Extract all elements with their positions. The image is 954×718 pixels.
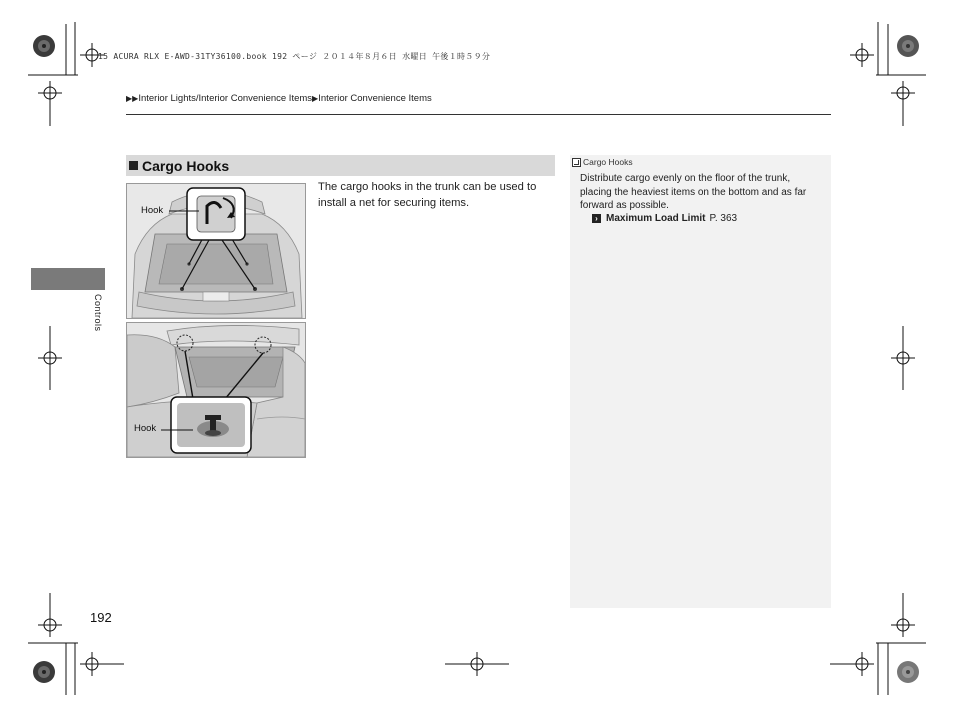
breadcrumb-item[interactable]: Interior Lights/Interior Convenience Items bbox=[138, 93, 313, 104]
chapter-tab-label: Controls bbox=[93, 294, 103, 332]
section-body: The cargo hooks in the trunk can be used to install a net for securing items. bbox=[318, 181, 537, 209]
breadcrumb-arrow-icon: ▶▶ bbox=[126, 94, 139, 103]
note-icon bbox=[572, 158, 581, 167]
trunk-hook-closeup-illustration bbox=[126, 322, 306, 458]
page-number: 192 bbox=[90, 610, 112, 625]
note-heading bbox=[572, 157, 633, 167]
reference-arrow-icon: › bbox=[592, 214, 601, 223]
chapter-tab[interactable] bbox=[31, 268, 105, 290]
breadcrumb-item[interactable]: Interior Convenience Items bbox=[318, 93, 432, 104]
cross-reference-link[interactable] bbox=[592, 213, 737, 224]
note-text: Distribute cargo evenly on the floor of the trunk, placing the heaviest items on the bottom and as far forward as possible. bbox=[580, 173, 807, 211]
note-heading-text: Cargo Hooks bbox=[583, 157, 633, 167]
header-rule bbox=[126, 114, 831, 115]
breadcrumb bbox=[126, 93, 432, 104]
breadcrumb-arrow-icon: ▶ bbox=[312, 94, 319, 103]
section-title: Cargo Hooks bbox=[142, 157, 230, 174]
section-square-icon bbox=[129, 161, 138, 170]
trunk-illustration bbox=[126, 183, 306, 319]
hook-label: Hook bbox=[141, 205, 164, 216]
hook-label: Hook bbox=[134, 423, 157, 434]
trunk-hook-closeup-drawing bbox=[127, 323, 305, 457]
file-header: 15 ACURA RLX E-AWD-31TY36100.book 192 ページ ２０１４年８月６日 水曜日 午後１時５９分 bbox=[98, 52, 491, 61]
reference-page: P. 363 bbox=[709, 213, 738, 224]
reference-title: Maximum Load Limit bbox=[606, 213, 706, 224]
section-heading bbox=[126, 155, 555, 176]
